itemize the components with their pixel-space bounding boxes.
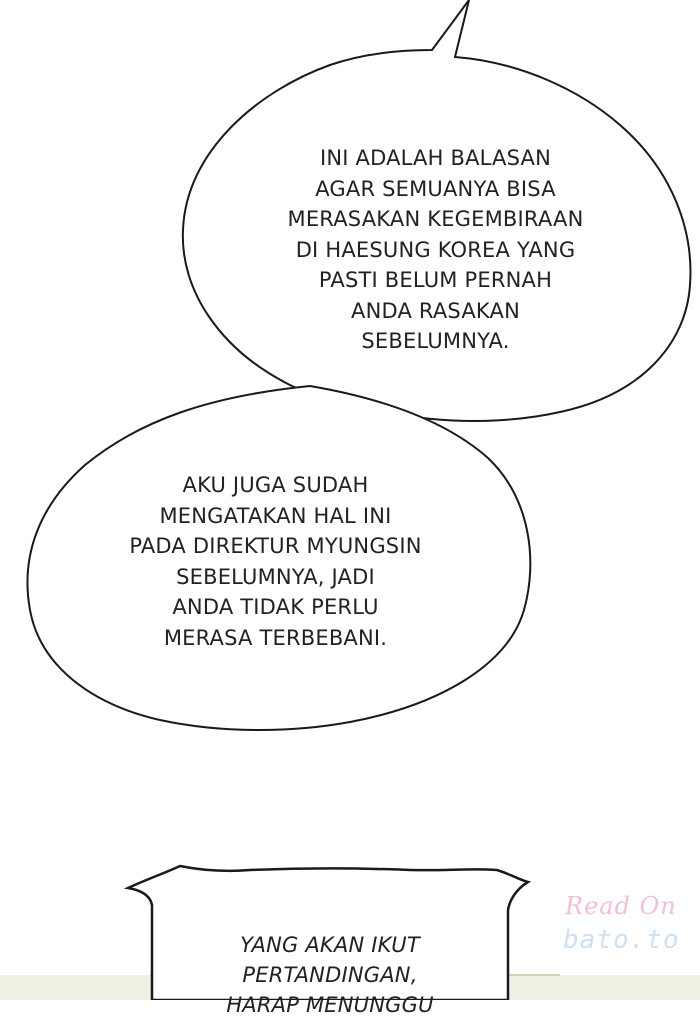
speech-bubble-1-text — [248, 143, 623, 357]
bubble-2-line: AKU JUGA SUDAH — [182, 473, 369, 497]
shout-bubble-text — [190, 930, 470, 1020]
site-watermark — [555, 880, 685, 980]
watermark-read-on: Read On — [565, 892, 677, 920]
bubble-3-line: PERTANDINGAN, — [242, 963, 418, 987]
watermark-site: bato.to — [563, 925, 680, 955]
bubble-3-line: YANG AKAN IKUT — [240, 933, 420, 957]
bubble-3-line: HARAP MENUNGGU — [226, 993, 434, 1017]
bubble-2-line: MERASA TERBEBANI. — [163, 625, 388, 650]
bubble-2-line: ANDA TIDAK PERLU — [172, 595, 379, 619]
bubble-1-line: AGAR SEMUANYA BISA — [315, 176, 556, 201]
bubble-2-line: SEBELUMNYA, JADI — [176, 564, 375, 589]
bubble-1-line: INI ADALAH BALASAN — [319, 146, 552, 170]
bubble-1-line: ANDA RASAKAN — [351, 298, 520, 323]
bubble-1-line: SEBELUMNYA. — [361, 329, 510, 353]
bubble-2-line: MENGATAKAN HAL INI — [159, 503, 392, 528]
bubble-2-line: PADA DIREKTUR MYUNGSIN — [129, 534, 422, 558]
bubble-1-line: PASTI BELUM PERNAH — [318, 268, 553, 292]
bubble-1-line: MERASAKAN KEGEMBIRAAN — [287, 207, 584, 231]
speech-bubble-2-text — [88, 470, 463, 653]
bubble-1-line: DI HAESUNG KOREA YANG — [295, 237, 576, 262]
